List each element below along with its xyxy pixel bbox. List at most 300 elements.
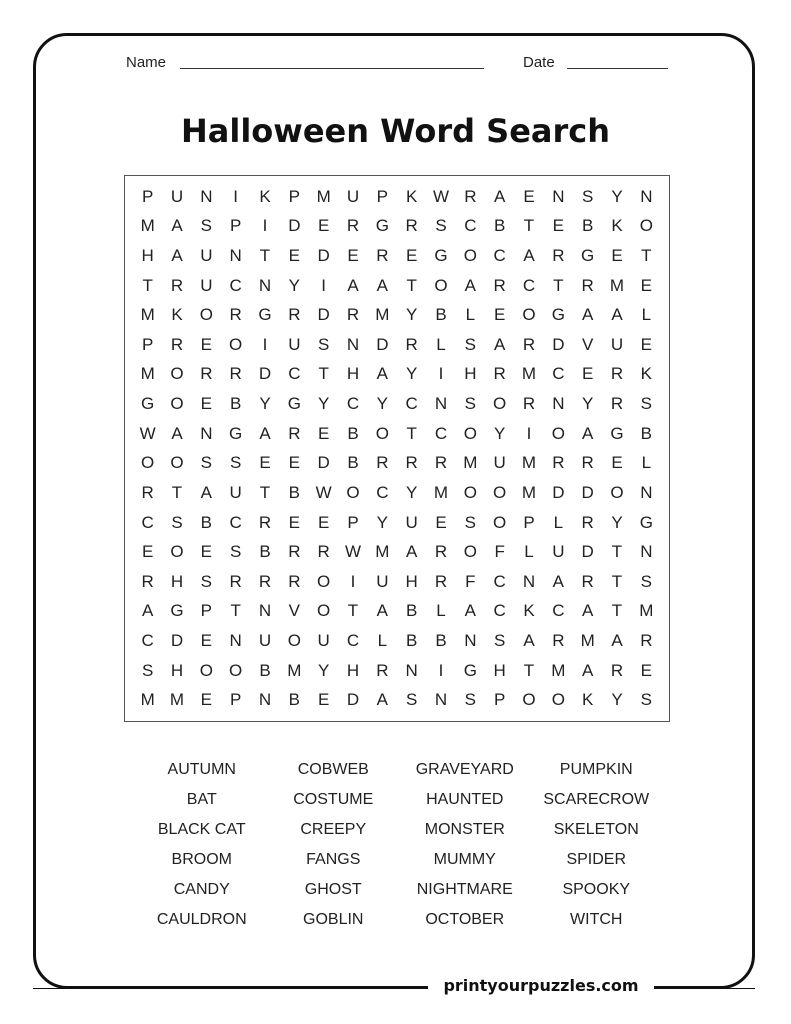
grid-letter: R [346, 216, 360, 236]
grid-letter: S [229, 453, 242, 473]
grid-letter: R [288, 542, 301, 562]
grid-letter: O [463, 542, 477, 562]
grid-letter: R [552, 630, 565, 650]
grid-letter: N [522, 571, 536, 591]
grid-letter: E [259, 453, 271, 473]
grid-letter: M [609, 275, 625, 295]
grid-letter: B [259, 660, 271, 680]
grid-letter: I [321, 275, 327, 295]
grid-letter: T [523, 660, 535, 680]
grid-letter: P [493, 690, 506, 710]
grid-letter: R [170, 334, 184, 354]
grid-letter: A [259, 423, 271, 443]
grid-letter: R [229, 364, 242, 384]
grid-letter: I [438, 660, 444, 680]
grid-letter: I [262, 216, 268, 236]
grid-letter: M [551, 660, 566, 680]
grid-letter: O [170, 453, 184, 473]
grid-letter: R [552, 453, 565, 473]
grid-letter: R [288, 305, 301, 325]
grid-letter: E [347, 246, 359, 266]
grid-letter: H [464, 364, 477, 384]
grid-letter: E [640, 660, 652, 680]
grid-letter: E [611, 246, 623, 266]
word-list-item: GRAVEYARD [415, 761, 514, 778]
grid-letter: O [199, 305, 213, 325]
grid-letter: D [552, 334, 565, 354]
grid-letter: Y [581, 394, 594, 414]
grid-letter: S [141, 660, 154, 680]
grid-letter: P [200, 601, 212, 621]
grid-letter: H [170, 571, 184, 591]
grid-letter: T [318, 364, 329, 384]
word-list-item: AUTUMN [167, 761, 236, 778]
grid-letter: S [200, 216, 212, 236]
grid-letter: N [640, 186, 653, 206]
grid-letter: N [405, 660, 418, 680]
grid-letter: U [346, 186, 360, 206]
page-title: Halloween Word Search [180, 112, 611, 150]
grid-letter: M [375, 305, 390, 325]
grid-letter: A [611, 305, 623, 325]
grid-letter: C [493, 571, 506, 591]
grid-letter: A [464, 601, 476, 621]
grid-letter: Y [317, 394, 330, 414]
grid-letter: F [465, 571, 476, 591]
grid-letter: E [317, 690, 330, 710]
grid-letter: R [141, 482, 154, 502]
grid-letter: A [376, 690, 388, 710]
grid-letter: L [465, 305, 476, 325]
grid-letter: T [611, 571, 623, 591]
grid-letter: S [229, 542, 242, 562]
grid-letter: K [171, 305, 183, 325]
grid-letter: R [581, 512, 594, 532]
grid-letter: B [435, 630, 447, 650]
grid-letter: G [434, 246, 448, 266]
grid-letter: A [581, 601, 594, 621]
grid-letter: E [493, 305, 506, 325]
grid-letter: O [639, 216, 653, 236]
grid-letter: M [375, 542, 390, 562]
grid-letter: R [610, 660, 624, 680]
grid-letter: O [346, 482, 360, 502]
grid-letter: A [376, 601, 388, 621]
grid-letter: R [581, 275, 594, 295]
grid-letter: B [435, 305, 447, 325]
word-list-item: WITCH [570, 911, 623, 928]
grid-letter: O [317, 571, 331, 591]
word-list-item: SPOOKY [562, 881, 631, 898]
grid-letter: R [376, 660, 389, 680]
grid-letter: B [581, 216, 594, 236]
grid-letter: G [610, 423, 624, 443]
grid-letter: R [610, 394, 624, 414]
grid-letter: N [229, 630, 242, 650]
date-line [567, 68, 668, 69]
grid-letter: C [288, 364, 301, 384]
grid-letter: N [552, 186, 565, 206]
grid-letter: O [434, 275, 448, 295]
grid-letter: M [140, 216, 155, 236]
grid-letter: R [522, 334, 536, 354]
grid-letter: R [288, 571, 301, 591]
grid-letter: A [347, 275, 359, 295]
grid-letter: R [317, 542, 330, 562]
grid-letter: S [640, 690, 652, 710]
grid-letter: G [463, 660, 477, 680]
grid-letter: D [581, 482, 594, 502]
grid-letter: C [376, 482, 389, 502]
grid-letter: U [610, 334, 624, 354]
grid-letter: M [639, 601, 654, 621]
grid-letter: K [611, 216, 623, 236]
grid-letter: L [377, 630, 388, 650]
grid-letter: N [346, 334, 360, 354]
grid-letter: U [493, 453, 506, 473]
grid-letter: E [288, 512, 300, 532]
grid-letter: I [350, 571, 356, 591]
grid-letter: T [406, 275, 417, 295]
grid-letter: D [552, 482, 565, 502]
grid-letter: B [288, 482, 300, 502]
grid-letter: H [346, 364, 360, 384]
grid-letter: D [288, 216, 301, 236]
grid-letter: M [287, 660, 302, 680]
grid-letter: U [405, 512, 418, 532]
grid-letter: S [171, 512, 183, 532]
grid-letter: R [405, 334, 418, 354]
grid-letter: O [229, 660, 243, 680]
grid-letter: T [523, 216, 535, 236]
grid-letter: R [493, 364, 506, 384]
grid-letter: Y [376, 512, 388, 532]
grid-letter: S [317, 334, 330, 354]
grid-letter: E [288, 246, 300, 266]
grid-letter: R [405, 216, 418, 236]
grid-letter: D [346, 690, 360, 710]
grid-letter: D [581, 542, 594, 562]
grid-letter: V [581, 334, 594, 354]
grid-letter: R [376, 246, 389, 266]
grid-letter: C [552, 364, 565, 384]
footer-rule-right [654, 988, 755, 989]
grid-letter: O [375, 423, 389, 443]
grid-letter: B [347, 423, 359, 443]
grid-letter: T [553, 275, 564, 295]
grid-letter: K [581, 690, 594, 710]
grid-letter: R [464, 186, 477, 206]
grid-letter: D [317, 246, 330, 266]
grid-letter: A [581, 423, 594, 443]
grid-letter: Y [288, 275, 300, 295]
word-list-item: COSTUME [293, 791, 374, 808]
grid-letter: A [464, 275, 476, 295]
puzzle-grid [133, 182, 661, 715]
grid-letter: R [434, 453, 448, 473]
grid-letter: C [346, 394, 360, 414]
grid-letter: O [551, 423, 565, 443]
word-list-item: MUMMY [433, 851, 496, 868]
grid-letter: O [287, 630, 301, 650]
grid-letter: U [258, 630, 272, 650]
grid-letter: T [347, 601, 359, 621]
word-list-item: SKELETON [553, 821, 639, 838]
grid-letter: A [171, 246, 183, 266]
word-list-item: GOBLIN [303, 911, 364, 928]
grid-letter: Y [611, 690, 623, 710]
name-line [180, 68, 484, 69]
footer-website: printyourpuzzles.com [428, 976, 654, 995]
grid-letter: K [259, 186, 271, 206]
grid-letter: M [169, 690, 185, 710]
puzzle-grid-box [124, 175, 670, 722]
grid-letter: R [141, 571, 154, 591]
grid-letter: D [317, 305, 330, 325]
grid-letter: B [259, 542, 271, 562]
grid-letter: G [170, 601, 184, 621]
grid-letter: C [464, 216, 477, 236]
grid-letter: E [200, 334, 212, 354]
grid-letter: C [405, 394, 418, 414]
grid-letter: A [523, 630, 535, 650]
grid-letter: Y [376, 394, 388, 414]
word-list-item: MONSTER [424, 821, 505, 838]
grid-letter: A [376, 275, 388, 295]
grid-letter: M [521, 453, 537, 473]
word-list-item: SPIDER [566, 851, 627, 868]
grid-letter: B [229, 394, 242, 414]
grid-letter: U [552, 542, 565, 562]
grid-letter: S [581, 186, 594, 206]
grid-letter: O [463, 423, 477, 443]
grid-letter: R [434, 542, 448, 562]
grid-letter: A [171, 216, 183, 236]
grid-letter: N [552, 394, 565, 414]
grid-letter: T [259, 246, 271, 266]
grid-letter: G [258, 305, 272, 325]
grid-letter: N [464, 630, 477, 650]
grid-letter: A [141, 601, 154, 621]
grid-letter: V [288, 601, 300, 621]
date-label: Date [523, 54, 555, 71]
name-label: Name [126, 54, 167, 71]
grid-letter: I [233, 186, 239, 206]
grid-letter: Y [405, 364, 418, 384]
grid-letter: H [346, 660, 360, 680]
grid-letter: M [140, 364, 155, 384]
grid-letter: L [641, 453, 652, 473]
grid-letter: C [522, 275, 536, 295]
word-list-item: CANDY [173, 881, 230, 898]
grid-letter: T [611, 542, 623, 562]
grid-letter: P [347, 512, 359, 532]
grid-letter: O [522, 305, 536, 325]
grid-letter: O [170, 542, 184, 562]
grid-letter: E [317, 512, 330, 532]
grid-letter: E [435, 512, 447, 532]
grid-letter: E [200, 542, 212, 562]
grid-letter: L [553, 512, 564, 532]
word-list-item: PUMPKIN [559, 761, 633, 778]
grid-letter: Y [611, 186, 623, 206]
grid-letter: A [493, 334, 506, 354]
grid-letter: A [376, 364, 388, 384]
grid-letter: A [493, 186, 506, 206]
grid-letter: T [259, 482, 271, 502]
grid-letter: R [434, 571, 448, 591]
grid-letter: N [200, 423, 213, 443]
grid-letter: B [640, 423, 652, 443]
grid-letter: N [258, 275, 272, 295]
grid-letter: E [141, 542, 154, 562]
word-list [136, 755, 662, 935]
grid-letter: Y [611, 512, 623, 532]
grid-letter: R [170, 275, 184, 295]
grid-letter: Y [405, 482, 418, 502]
grid-letter: C [493, 246, 506, 266]
grid-letter: B [200, 512, 212, 532]
grid-letter: C [141, 512, 154, 532]
grid-letter: Y [259, 394, 271, 414]
word-list-item: CAULDRON [156, 911, 247, 928]
grid-letter: S [405, 690, 418, 710]
grid-letter: N [640, 482, 653, 502]
grid-letter: U [200, 246, 213, 266]
grid-letter: L [524, 542, 534, 562]
grid-letter: S [200, 571, 212, 591]
grid-letter: P [288, 186, 300, 206]
grid-letter: T [230, 601, 241, 621]
grid-letter: G [229, 423, 243, 443]
grid-letter: R [258, 512, 272, 532]
grid-letter: G [551, 305, 565, 325]
grid-letter: B [288, 690, 300, 710]
grid-letter: D [170, 630, 184, 650]
grid-letter: P [376, 186, 388, 206]
grid-letter: T [641, 246, 652, 266]
grid-letter: W [344, 542, 362, 562]
grid-letter: E [200, 394, 212, 414]
grid-letter: H [405, 571, 418, 591]
grid-letter: K [640, 364, 652, 384]
grid-letter: E [581, 364, 594, 384]
grid-letter: L [436, 334, 446, 354]
grid-letter: F [494, 542, 505, 562]
grid-letter: I [526, 423, 532, 443]
grid-letter: C [141, 630, 154, 650]
grid-letter: O [199, 660, 213, 680]
grid-letter: C [552, 601, 565, 621]
grid-letter: O [493, 394, 507, 414]
grid-letter: P [229, 216, 242, 236]
grid-letter: L [436, 601, 446, 621]
grid-letter: N [200, 186, 213, 206]
grid-letter: R [640, 630, 653, 650]
grid-letter: P [141, 334, 154, 354]
word-list-item: COBWEB [297, 761, 369, 778]
grid-letter: N [434, 394, 448, 414]
grid-letter: B [493, 216, 506, 236]
word-list-item: HAUNTED [426, 791, 504, 808]
grid-letter: E [317, 216, 330, 236]
grid-letter: N [229, 246, 242, 266]
grid-letter: U [317, 630, 330, 650]
grid-letter: U [229, 482, 242, 502]
grid-letter: T [611, 601, 623, 621]
grid-letter: O [317, 601, 331, 621]
grid-letter: O [463, 482, 477, 502]
grid-letter: I [262, 334, 268, 354]
grid-letter: E [317, 423, 330, 443]
grid-letter: S [464, 394, 476, 414]
grid-letter: W [139, 423, 156, 443]
grid-letter: M [316, 186, 331, 206]
grid-letter: B [405, 601, 418, 621]
grid-letter: D [258, 364, 272, 384]
grid-letter: N [258, 690, 272, 710]
grid-letter: Y [493, 423, 506, 443]
word-list-item: BROOM [171, 851, 232, 868]
word-list-item: GHOST [304, 881, 362, 898]
grid-letter: A [611, 630, 623, 650]
grid-letter: E [552, 216, 564, 236]
grid-letter: C [229, 275, 242, 295]
grid-letter: M [521, 364, 537, 384]
grid-letter: R [581, 571, 594, 591]
grid-letter: O [493, 482, 507, 502]
grid-letter: K [405, 186, 418, 206]
grid-letter: B [405, 630, 418, 650]
grid-letter: W [432, 186, 450, 206]
grid-letter: M [521, 482, 537, 502]
grid-letter: K [523, 601, 535, 621]
grid-letter: R [405, 453, 418, 473]
grid-letter: G [141, 394, 155, 414]
grid-letter: B [347, 453, 359, 473]
grid-letter: M [140, 305, 155, 325]
grid-letter: E [200, 630, 212, 650]
grid-letter: W [315, 482, 332, 502]
grid-letter: G [639, 512, 653, 532]
grid-letter: N [434, 690, 448, 710]
grid-letter: D [317, 453, 330, 473]
grid-letter: T [406, 423, 417, 443]
grid-letter: M [140, 690, 155, 710]
grid-letter: O [170, 394, 184, 414]
grid-letter: E [640, 334, 652, 354]
grid-letter: C [346, 630, 360, 650]
grid-letter: R [229, 305, 242, 325]
grid-letter: L [641, 305, 652, 325]
word-list-item: OCTOBER [425, 911, 505, 928]
grid-letter: R [376, 453, 389, 473]
word-list-item: BAT [186, 791, 217, 808]
grid-letter: P [141, 186, 154, 206]
grid-letter: E [640, 275, 652, 295]
grid-letter: E [200, 690, 212, 710]
grid-letter: R [346, 305, 360, 325]
footer-rule-left [33, 988, 428, 989]
grid-letter: C [434, 423, 448, 443]
grid-letter: G [287, 394, 301, 414]
grid-letter: T [171, 482, 183, 502]
grid-letter: Y [405, 305, 418, 325]
word-list-item: NIGHTMARE [416, 881, 513, 898]
grid-letter: A [523, 246, 535, 266]
grid-letter: M [580, 630, 595, 650]
grid-letter: M [433, 482, 449, 502]
